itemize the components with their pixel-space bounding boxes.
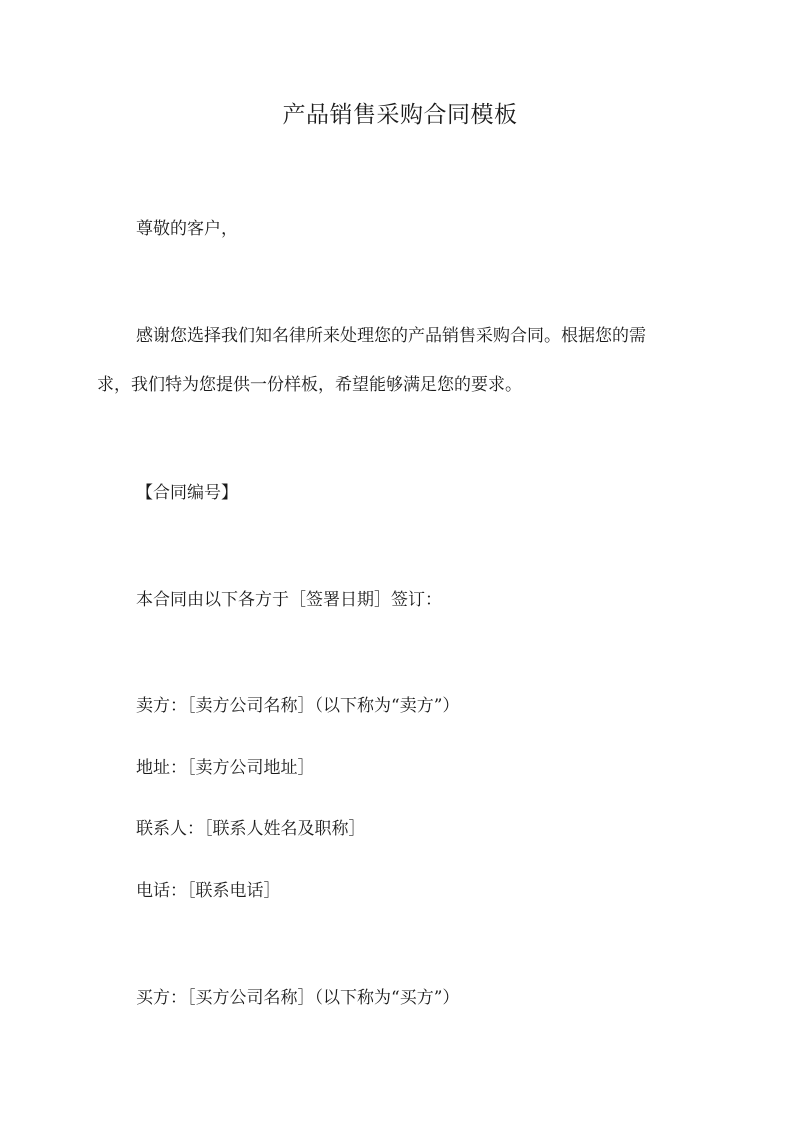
- signing-statement: 本合同由以下各方于［签署日期］签订：: [136, 590, 442, 610]
- intro-paragraph-line-1: 感谢您选择我们知名律所来处理您的产品销售采购合同。根据您的需: [136, 326, 646, 346]
- seller-contact-line: 联系人：［联系人姓名及职称］: [136, 819, 366, 839]
- intro-paragraph-line-2: 求，我们特为您提供一份样板，希望能够满足您的要求。: [97, 375, 522, 395]
- contract-number-heading: 【合同编号】: [136, 483, 238, 503]
- buyer-name-line: 买方：［买方公司名称］（以下称为“买方”）: [136, 988, 460, 1008]
- seller-name-line: 卖方：［卖方公司名称］（以下称为“卖方”）: [136, 696, 460, 716]
- document-title: 产品销售采购合同模板: [282, 102, 518, 128]
- greeting: 尊敬的客户，: [136, 219, 238, 239]
- seller-address-line: 地址：［卖方公司地址］: [136, 758, 315, 778]
- seller-phone-line: 电话：［联系电话］: [136, 881, 281, 901]
